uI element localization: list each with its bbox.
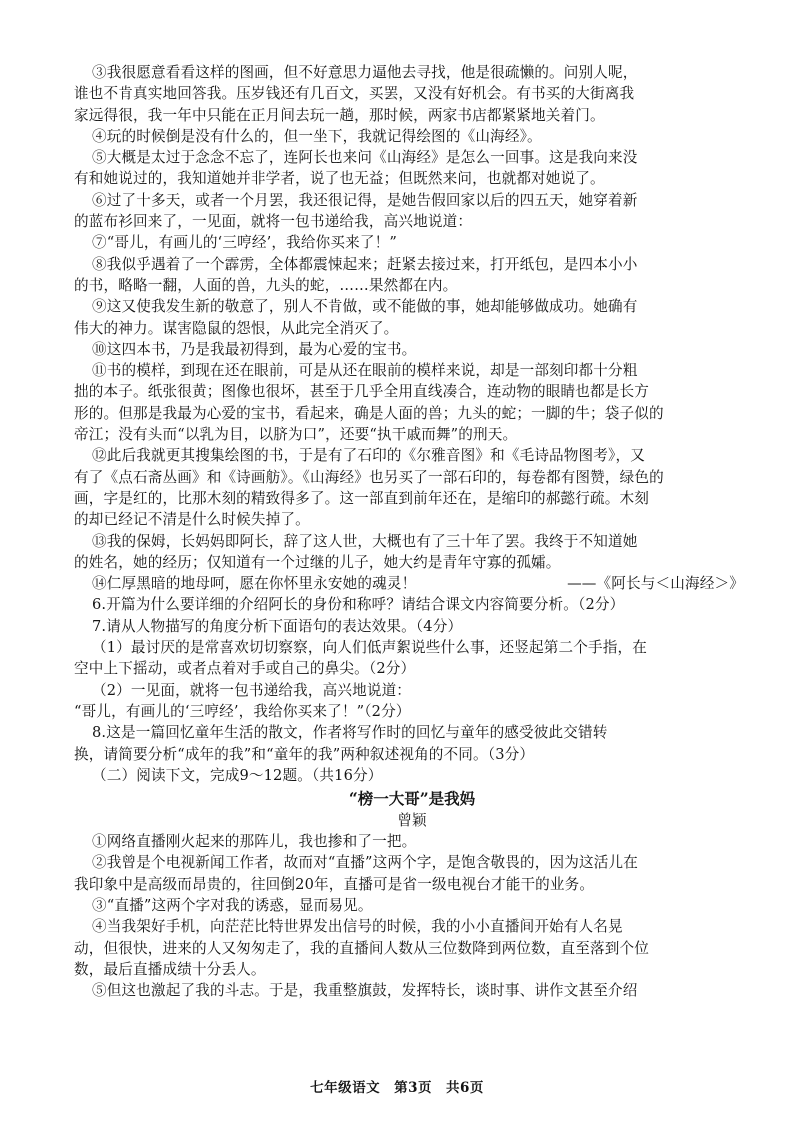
paragraph-line: 的书，略略一翻，人面的兽，九头的蛇，……果然都在内。 [74, 276, 458, 294]
article-paragraph-line: ④当我架好手机，向茫茫比特世界发出信号的时候，我的小小直播间开始有人名晃 [92, 918, 623, 936]
paragraph-line: ④玩的时候倒是没有什么的，但一坐下，我就记得绘图的《山海经》。 [92, 127, 542, 145]
article-paragraph-line: ⑤但这也激起了我的斗志。于是，我重整旗鼓，发挥特长，谈时事、讲作文甚至介绍 [92, 982, 638, 1000]
paragraph [74, 360, 750, 445]
paragraph-line: ⑫此后我就更其搜集绘图的书，于是有了石印的《尔雅音图》和《毛诗品物图考》，又 [92, 447, 645, 465]
paragraph [74, 62, 750, 126]
article-paragraph-line: 我印象中是高级而昂贵的，往回倒20年，直播可是省一级电视台才能干的业务。 [74, 875, 595, 893]
paragraph [74, 126, 750, 147]
paragraph [74, 296, 750, 339]
page-footer: 七年级语文 第3页 共6页 [310, 1080, 484, 1096]
article-paragraph [74, 895, 750, 916]
paragraph [74, 232, 750, 253]
paragraph-line: ⑨这又使我发生新的敬意了，别人不肯做，或不能做的事，她却能够做成功。她确有 [92, 298, 638, 316]
paragraph-line: ⑪书的模样，到现在还在眼前，可是从还在眼前的模样来说，却是一部刻印都十分粗 [92, 362, 638, 380]
question-line: （1）最讨厌的是常喜欢切切察察，向人们低声絮说些什么事，还竖起第二个手指，在 [92, 639, 647, 657]
paragraph-line: 拙的本子。纸张很黄；图像也很坏，甚至于几乎全用直线凑合，连动物的眼睛也都是长方 [74, 383, 650, 401]
question-line: 8.这是一篇回忆童年生活的散文，作者将写作时的回忆与童年的感受彼此交错转 [92, 724, 608, 742]
source-attribution: ——《阿长与＜山海经＞》 [567, 575, 744, 593]
closing-line [74, 573, 750, 594]
paragraph [74, 339, 750, 360]
paragraph-line: ⑩这四本书，乃是我最初得到，最为心爱的宝书。 [92, 340, 417, 358]
article-author: 曾颖 [397, 812, 427, 830]
paragraph [74, 254, 750, 297]
article-paragraph-line: ③“直播”这两个字对我的诱惑，显而易见。 [92, 896, 373, 914]
paragraph-line: 的却已经记不清是什么时候失掉了。 [74, 511, 310, 529]
question-q6 [74, 594, 750, 615]
question-line: 换，请简要分析“成年的我”和“童年的我”两种叙述视角的不同。（3分） [74, 745, 535, 763]
question-line: 空中上下摇动，或者点着对手或自己的鼻尖。（2分） [74, 660, 416, 678]
question-q7-2 [74, 680, 750, 723]
paragraph-line: 的姓名，她的经历；仅知道有一个过继的儿子，她大约是青年守寡的孤孀。 [74, 553, 561, 571]
question-line: 7.请从人物描写的角度分析下面语句的表达效果。（4分） [92, 617, 463, 635]
question-q7-1 [74, 637, 750, 680]
paragraph-line: 有了《点石斋丛画》和《诗画舫》。《山海经》也另买了一部石印的，每卷都有图赞，绿色的 [74, 468, 664, 486]
article-paragraph-line: ②我曾是个电视新闻工作者，故而对“直播”这两个字，是饱含敬畏的，因为这活儿在 [92, 854, 638, 872]
paragraph [74, 445, 750, 530]
paragraph-line: ⑥过了十多天，或者一个月罢，我还很记得，是她告假回家以后的四五天，她穿着新 [92, 191, 638, 209]
question-q7 [74, 616, 750, 637]
article-paragraph-line: 动，但很快，进来的人又匆匆走了，我的直播间人数从三位数降到两位数，直至落到个位 [74, 939, 650, 957]
question-q8 [74, 722, 750, 765]
article-paragraph [74, 916, 750, 980]
paragraph-line: 帝江；没有头而“以乳为目，以脐为口”，还要“执干戚而舞”的刑天。 [74, 426, 518, 444]
article-paragraph [74, 852, 750, 895]
article-paragraph [74, 831, 750, 852]
paragraph-line: 家远得很，我一年中只能在正月间去玩一趟，那时候，两家书店都紧紧地关着门。 [74, 106, 605, 124]
reading-one-section [74, 62, 750, 573]
questions-section [74, 594, 750, 764]
paragraph-line: 伟大的神力。谋害隐鼠的怨恨，从此完全消灭了。 [74, 319, 399, 337]
question-line: “哥儿，有画儿的‘三哼经’，我给你买来了！”（2分） [74, 702, 411, 720]
paragraph-line: ⑤大概是太过于念念不忘了，连阿长也来问《山海经》是怎么一回事。这是我向来没 [92, 149, 638, 167]
paragraph-line: 形的。但那是我最为心爱的宝书，看起来，确是人面的兽；九头的蛇；一脚的牛；袋子似的 [74, 404, 664, 422]
article-title: “榜一大哥”是我妈 [348, 789, 476, 809]
question-line: 6.开篇为什么要详细的介绍阿长的身份和称呼？请结合课文内容简要分析。（2分） [92, 596, 625, 614]
paragraph-line: ⑦“哥儿，有画儿的‘三哼经’，我给你买来了！” [92, 234, 397, 252]
paragraph-line: 画，字是红的，比那木刻的精致得多了。这一部直到前年还在，是缩印的郝懿行疏。木刻 [74, 489, 650, 507]
paragraph-line: ⑬我的保姆，长妈妈即阿长，辞了这人世，大概也有了三十年了罢。我终于不知道她 [92, 532, 638, 550]
section-two-instruction: （二）阅读下文，完成9～12题。（共16分） [92, 766, 383, 784]
paragraph-line: 谁也不肯真实地回答我。压岁钱还有几百文，买罢，又没有好机会。有书买的大街离我 [74, 85, 635, 103]
question-line: （2）一见面，就将一包书递给我，高兴地说道： [92, 681, 412, 699]
paragraph-line: 有和她说过的，我知道她并非学者，说了也无益；但既然来问，也就都对她说了。 [74, 170, 605, 188]
paragraph [74, 190, 750, 233]
article-paragraph-line: 数，最后直播成绩十分丢人。 [74, 960, 266, 978]
article-paragraph [74, 980, 750, 1001]
paragraph [74, 531, 750, 574]
paragraph [74, 147, 750, 190]
article-paragraph-line: ①网络直播刚火起来的那阵儿，我也掺和了一把。 [92, 833, 417, 851]
paragraph-line: ⑧我似乎遇着了一个霹雳，全体都震悚起来；赶紧去接过来，打开纸包，是四本小小 [92, 255, 638, 273]
reading-two-section [74, 831, 750, 1001]
paragraph-line: 的蓝布衫回来了，一见面，就将一包书递给我，高兴地说道： [74, 213, 473, 231]
paragraph-line: ③我很愿意看看这样的图画，但不好意思力逼他去寻找，他是很疏懒的。问别人呢， [92, 64, 638, 81]
closing-sentence: ⑭仁厚黑暗的地母呵，愿在你怀里永安她的魂灵！ [92, 575, 417, 593]
